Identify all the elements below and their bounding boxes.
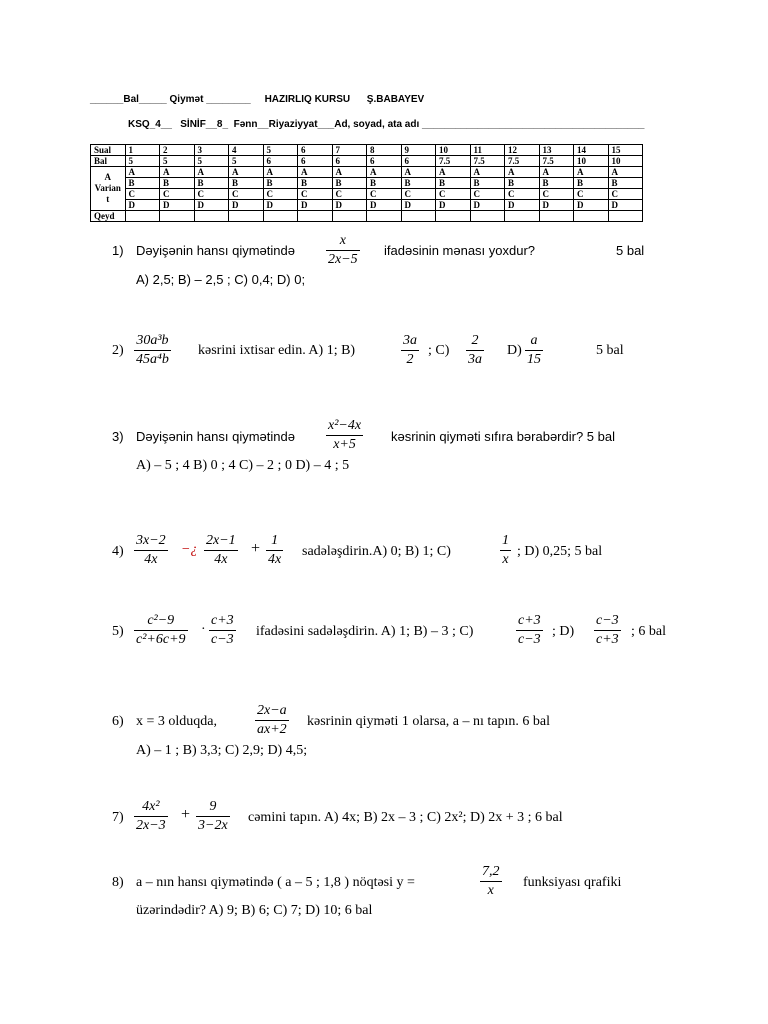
q4-fraction-2: $\frac{2x-1}{4x}$ xyxy=(206,533,236,567)
q7-fraction-1: $\frac{\text{4x²}}{2x-3}$ xyxy=(136,799,166,833)
grid-label-sual: Sual xyxy=(91,145,126,156)
q5-option-c: $\frac{c+3}{c-3}$ xyxy=(518,613,541,647)
grid-row-bal: Bal 5 5 5 5 6 6 6 6 6 7.5 7.5 7.5 7.5 10 10 xyxy=(91,156,643,167)
q1-number: 1) xyxy=(112,243,124,258)
q8-text-b: funksiyası qrafiki xyxy=(523,875,622,890)
q5-points: ; 6 bal xyxy=(631,624,666,639)
q2-number: 2) xyxy=(112,343,124,358)
q2-points: 5 bal xyxy=(596,343,624,358)
q2-option-d: $\frac{a}{15}$ xyxy=(527,333,541,367)
q2-option-b: $\frac{3a}{2}$ xyxy=(403,333,417,367)
q4-fraction-3: $\frac{1}{4x}$ xyxy=(268,533,282,567)
q4-text-b: ; D) 0,25; 5 bal xyxy=(517,544,603,559)
grid-row-sual: Sual 1 2 3 4 5 6 7 8 9 10 11 12 13 14 15 xyxy=(91,145,643,156)
q7-plus: + xyxy=(181,806,191,823)
grid-label-bal: Bal xyxy=(91,156,126,167)
q8-text-a: a – nın hansı qiymətində ( a – 5 ; 1,8 ) nöqtəsi y = xyxy=(136,875,415,890)
grid-label-qeyd: Qeyd xyxy=(91,211,126,222)
q2-sep-c: ; C) xyxy=(428,343,450,358)
q2-text-a: kəsrini ixtisar edin. A) 1; B) xyxy=(198,343,356,358)
q4-fraction-1: $\frac{3x-2}{4x}$ xyxy=(136,533,166,567)
grid-row-variant-a: A Varian t A A A A A A A A A A A A A A A xyxy=(91,167,643,178)
q5-text-a: ifadəsini sadələşdirin. A) 1; B) – 3 ; C) xyxy=(256,624,474,639)
q1-answers: A) 2,5; B) – 2,5 ; C) 0,4; D) 0; xyxy=(136,272,306,287)
q4-minus: −¿ xyxy=(181,542,198,557)
q7-text-a: cəmini tapın. A) 4x; B) 2x – 3 ; C) 2x²; D) 2x + 3 ; 6 bal xyxy=(248,810,563,825)
q5-dot: · xyxy=(201,622,206,637)
q5-number: 5) xyxy=(112,624,124,639)
q5-option-d: $\frac{c-3}{c+3}$ xyxy=(596,613,619,647)
q1-text-a: Dəyişənin hansı qiymətində xyxy=(136,243,295,258)
q6-number: 6) xyxy=(112,714,124,729)
q3-number: 3) xyxy=(112,429,124,444)
grid-row-qeyd xyxy=(91,211,643,222)
q1-text-b: ifadəsinin mənası yoxdur? xyxy=(384,243,536,258)
q6-text-a: x = 3 olduqda, xyxy=(136,714,217,729)
q1-fraction: $\frac{x}{2x-5}$ xyxy=(328,233,358,267)
grid-label-variant: A Varian t xyxy=(91,167,126,211)
q4-text-a: sadələşdirin.A) 0; B) 1; C) xyxy=(302,544,451,559)
q1-points: 5 bal xyxy=(616,243,645,258)
q5-fraction-2: $\frac{c+3}{c-3}$ xyxy=(211,613,234,647)
header-line-1: ______Bal_____ Qiymət ________ HAZIRLIQ KURSU Ş.BABAYEV xyxy=(90,94,425,105)
q4-option-c: $\frac{1}{x}$ xyxy=(502,533,509,567)
q5-sep-d: ; D) xyxy=(552,624,575,639)
q3-text-a: Dəyişənin hansı qiymətində xyxy=(136,429,295,444)
q2-option-c: $\frac{2}{3a}$ xyxy=(468,333,482,367)
q4-plus: + xyxy=(251,540,261,557)
q7-number: 7) xyxy=(112,810,124,825)
q6-fraction: $\frac{2x-a}{ax+2}$ xyxy=(257,703,287,737)
q2-fraction: $\frac{\text{30a³b}}{\text{45a⁴b}}$ xyxy=(136,333,169,367)
q6-text-b: kəsrinin qiyməti 1 olarsa, a – nı tapın. 6 bal xyxy=(307,714,551,729)
q4-number: 4) xyxy=(112,544,124,559)
q3-answers: A) – 5 ; 4 B) 0 ; 4 C) – 2 ; 0 D) – 4 ; 5 xyxy=(136,458,350,473)
grid-row-variant-b: B B B B B B B B B B B B B B B xyxy=(91,178,643,189)
q3-text-b: kəsrinin qiyməti sıfıra bərabərdir? 5 bal xyxy=(391,429,615,444)
q8-line-2: üzərindədir? A) 9; B) 6; C) 7; D) 10; 6 bal xyxy=(136,903,373,918)
q8-number: 8) xyxy=(112,875,124,890)
grid-row-variant-c: C C C C C C C C C C C C C C C xyxy=(91,189,643,200)
answer-grid xyxy=(90,144,643,222)
q2-sep-d: D) xyxy=(507,343,522,358)
header-line-2: KSQ_4__ SİNİF__8_ Fənn__Riyaziyyat___Ad, soyad, ata adı ________________________________________ xyxy=(128,119,645,130)
q3-fraction: $\frac{\text{x²−4x}}{x+5}$ xyxy=(328,418,362,452)
q7-fraction-2: $\frac{9}{3-2x}$ xyxy=(198,799,228,833)
q8-fraction: $\frac{7,2}{x}$ xyxy=(482,864,500,898)
q5-fraction-1: $\frac{\text{c²−9}}{\text{c²+6c+9}}$ xyxy=(136,613,186,647)
grid-row-variant-d: D D D D D D D D D D D D D D D xyxy=(91,200,643,211)
q6-answers: A) – 1 ; B) 3,3; C) 2,9; D) 4,5; xyxy=(136,743,308,758)
